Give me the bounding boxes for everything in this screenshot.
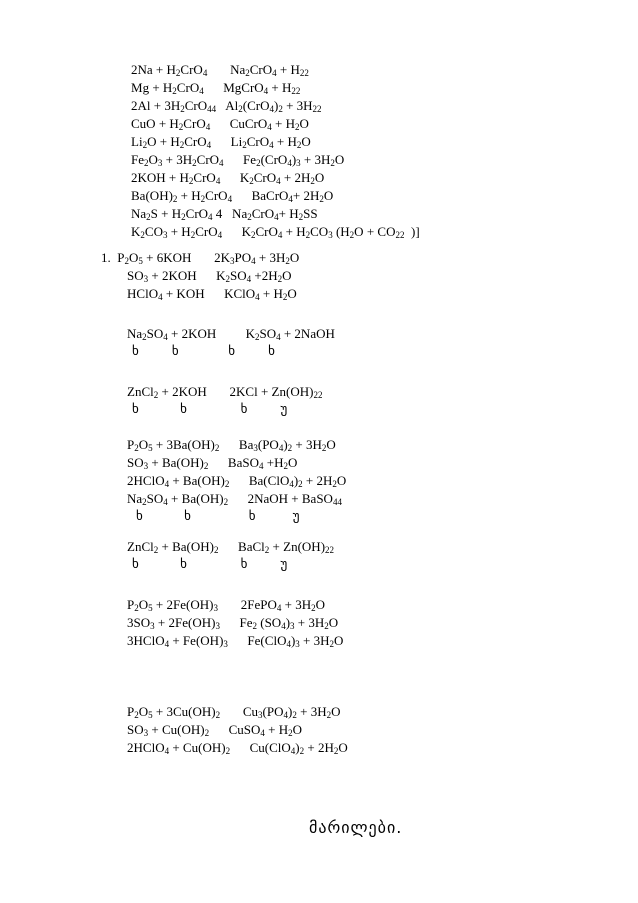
equation-line: $2KOH + H_2CrO_4$ $K_2CrO_4 + 2H_2O$ bbox=[131, 170, 325, 186]
label-row: ხ ხ ხ უ bbox=[132, 557, 288, 572]
equation-line: 3HClO$_4$ + $Fe(OH)_3$ $Fe(ClO_4)_3 + 3H_2O$ bbox=[127, 633, 344, 649]
equation-line: $SO_3 + Cu(OH)_2$ CuSO$_4$ + $H_2O$ bbox=[127, 722, 303, 738]
equation-line: $SO_3 + 2KOH$ $K_2SO_4 +2H_2O$ bbox=[127, 268, 292, 284]
equation-line: 1. $P_2O_5 + 6KOH$ $2K_3PO_4 + 3H_2O$ bbox=[101, 250, 300, 266]
equation-line: $3SO_3 + 2Fe(OH)_3$ $Fe_2$ $(SO_4)_3 + 3H_2O$ bbox=[127, 615, 339, 631]
equation-line: HClO$_4$ + KOH KClO$_4$ + $H_2O$ bbox=[127, 286, 297, 302]
equation-line: ZnCl$_2$ + 2KOH $2KCl + Zn(OH)_{22}$ bbox=[127, 384, 323, 400]
equation-line: $Na_2S + H_2CrO_4$ 4 $Na_2CrO_4+ H_2SS$ bbox=[131, 206, 318, 222]
equation-line: CuO + $H_2CrO_4$ CuCrO$_4$ + $H_2O$ bbox=[131, 116, 309, 132]
equation-line: $2Al + 3H_2CrO_{44}$ $Al_2(CrO_4)_2 + 3H_{22}$ bbox=[131, 98, 322, 114]
equation-line: $Mg + H_2CrO_4$ MgCrO$_4$ + $H_{22}$ bbox=[131, 80, 301, 96]
equation-line: 2HClO$_4$ + $Ba(OH)_2$ $Ba(ClO_4)_2 + 2H_2O$ bbox=[127, 473, 347, 489]
equation-line: $SO_3 + Ba(OH)_2$ BaSO$_4$ $+H_2O$ bbox=[127, 455, 298, 471]
footer-title: მარილები. bbox=[309, 818, 403, 837]
equation-line: $Ba(OH)_2 + H_2CrO_4$ BaCrO$_4$+ $2H_2O$ bbox=[131, 188, 334, 204]
equation-line: $K_2CO_3 + H_2CrO_4$ $K_2CrO_4 + H_2CO_3$ ($H_2O + CO_{22}$ )] bbox=[131, 224, 420, 240]
equation-line: $2Na + H_2CrO_4$ $Na_2CrO_4 + H_{22}$ bbox=[131, 62, 309, 78]
equation-line: ZnCl$_2$ + $Ba(OH)_2$ BaCl$_2$ + $Zn(OH)_{22}$ bbox=[127, 539, 335, 555]
equation-line: $Fe_2O_3 + 3H_2CrO_4$ $Fe_2(CrO_4)_3 + 3H_2O$ bbox=[131, 152, 345, 168]
equation-line: $P_2O_5 + 2Fe(OH)_3$ 2FePO$_4$ + $3H_2O$ bbox=[127, 597, 325, 613]
equation-line: $P_2O_5 + 3Cu(OH)_2$ $Cu_3(PO_4)_2 + 3H_2O$ bbox=[127, 704, 341, 720]
label-row: ხ ხ ხ უ bbox=[132, 402, 288, 417]
equation-line: 2HClO$_4$ + $Cu(OH)_2$ $Cu(ClO_4)_2 + 2H_2O$ bbox=[127, 740, 348, 756]
equation-line: $Li_2O + H_2CrO_4$ $Li_2CrO_4 + H_2O$ bbox=[131, 134, 311, 150]
equation-line: $Na_2SO_4 + Ba(OH)_2$ 2NaOH + BaSO$_{44}$ bbox=[127, 491, 342, 507]
label-row: ხ ხ ხ ხ bbox=[132, 344, 275, 359]
label-row: ხ ხ ხ უ bbox=[136, 509, 300, 524]
equation-line: $P_2O_5 + 3Ba(OH)_2$ $Ba_3(PO_4)_2 + 3H_2O$ bbox=[127, 437, 336, 453]
equation-line: $Na_2SO_4 + 2KOH$ $K_2SO_4$ + 2NaOH bbox=[127, 326, 335, 342]
